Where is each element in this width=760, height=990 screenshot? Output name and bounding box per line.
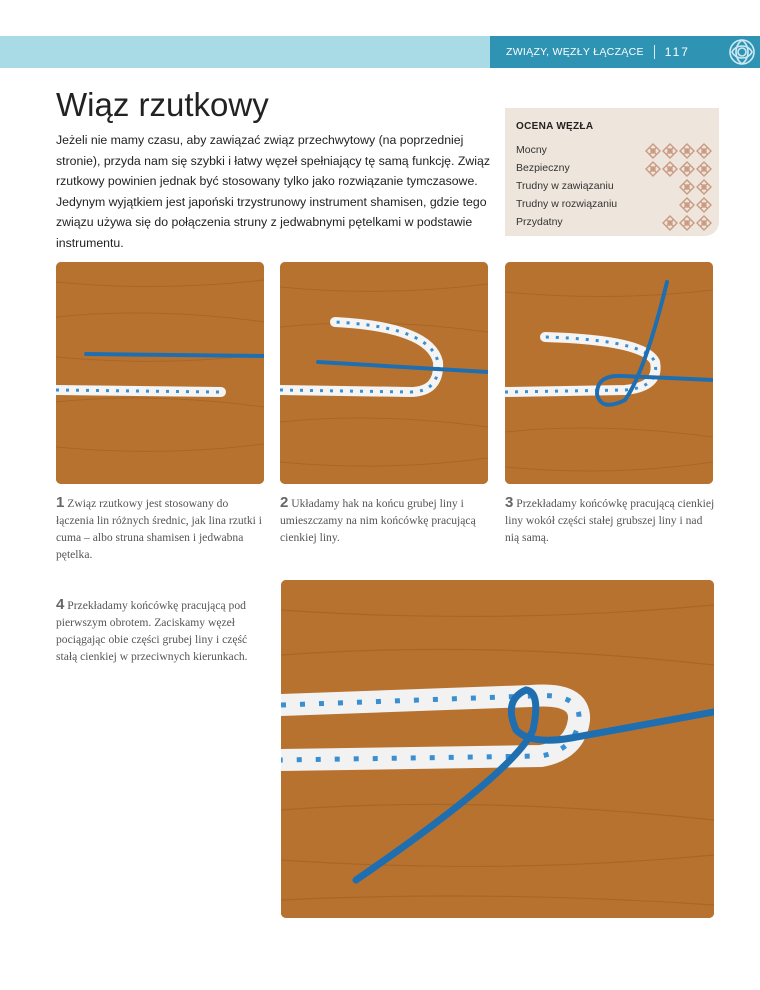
knot-rating-icon <box>679 215 695 231</box>
step-1-caption <box>56 494 266 563</box>
knot-rating-icon <box>696 215 712 231</box>
intro-paragraph: Jeżeli nie mamy czasu, aby zawiązać związ przechwytowy (na poprzedniej stronie), przyda nam się szybki i łatwy węzeł spełniający tę samą funkcję. Związ rzutkowy powinien jednak być stosowany tylko jako rozwiązanie tymczasowe. Jedynym wyjątkiem jest japoński trzystrunowy instrument shamisen, gdzie tego związu używa się do połączenia struny z jedwabnymi pętelkami w podstawie instrumentu. <box>56 133 490 250</box>
rating-score <box>645 143 712 159</box>
step-4-number: 4 <box>56 596 65 613</box>
step-1-number: 1 <box>56 494 65 511</box>
page-header <box>0 36 760 68</box>
knot-logo-icon <box>728 38 756 66</box>
rating-score <box>645 215 712 231</box>
rating-score <box>645 161 712 177</box>
section-tab <box>490 36 760 68</box>
rating-score <box>645 179 712 195</box>
step-2-text: Układamy hak na końcu grubej liny i umieszczamy na nim końcówkę pracującą cienkiej liny. <box>280 497 476 544</box>
step-3-text: Przekładamy końcówkę pracującą cienkiej liny wokół części stałej grubszej liny i nad nią samą. <box>505 497 715 544</box>
rating-row <box>516 142 712 160</box>
step-3-caption <box>505 494 715 546</box>
rating-label: Bezpieczny <box>516 162 570 174</box>
rating-score <box>645 197 712 213</box>
step-3-number: 3 <box>505 494 514 511</box>
rating-label: Trudny w zawiązaniu <box>516 180 614 192</box>
step-2-number: 2 <box>280 494 289 511</box>
step-1-photo <box>56 262 264 484</box>
step-1-text: Związ rzutkowy jest stosowany do łączenia lin różnych średnic, jak lina rzutki i cuma – albo struna shamisen i jedwabna pętelka. <box>56 497 263 561</box>
knot-rating-icon <box>696 143 712 159</box>
step-3-photo <box>505 262 713 484</box>
rating-label: Mocny <box>516 144 547 156</box>
step-2-caption <box>280 494 485 546</box>
section-title: ZWIĄZY, WĘZŁY ŁĄCZĄCE <box>506 46 644 58</box>
step-4-text: Przekładamy końcówkę pracującą pod pierwszym obrotem. Zaciskamy węzeł pociągając obie części grubej liny i część stałą cienkiej w przeciwnych kierunkach. <box>56 599 248 663</box>
step-2-photo <box>280 262 488 484</box>
page-number: 117 <box>664 45 690 59</box>
knot-rating-icon <box>679 143 695 159</box>
knot-rating-icon <box>662 215 678 231</box>
knot-rating-icon <box>696 161 712 177</box>
rating-label: Trudny w rozwiązaniu <box>516 198 618 210</box>
header-divider <box>654 45 655 59</box>
step-4-caption <box>56 596 266 665</box>
rating-title: OCENA WĘZŁA <box>516 121 594 132</box>
rating-label: Przydatny <box>516 216 563 228</box>
knot-rating-icon <box>696 179 712 195</box>
knot-rating-icon <box>645 143 661 159</box>
knot-rating-icon <box>662 143 678 159</box>
rating-row <box>516 160 712 178</box>
rating-row <box>516 196 712 214</box>
rating-row <box>516 178 712 196</box>
knot-rating-icon <box>679 179 695 195</box>
knot-rating-icon <box>679 197 695 213</box>
knot-rating-icon <box>696 197 712 213</box>
knot-rating-icon <box>679 161 695 177</box>
knot-rating-icon <box>662 161 678 177</box>
knot-rating-box <box>505 108 719 236</box>
page-title: Wiąz rzutkowy <box>56 86 269 123</box>
knot-rating-icon <box>645 161 661 177</box>
step-4-photo <box>281 580 714 918</box>
rating-row <box>516 214 712 232</box>
